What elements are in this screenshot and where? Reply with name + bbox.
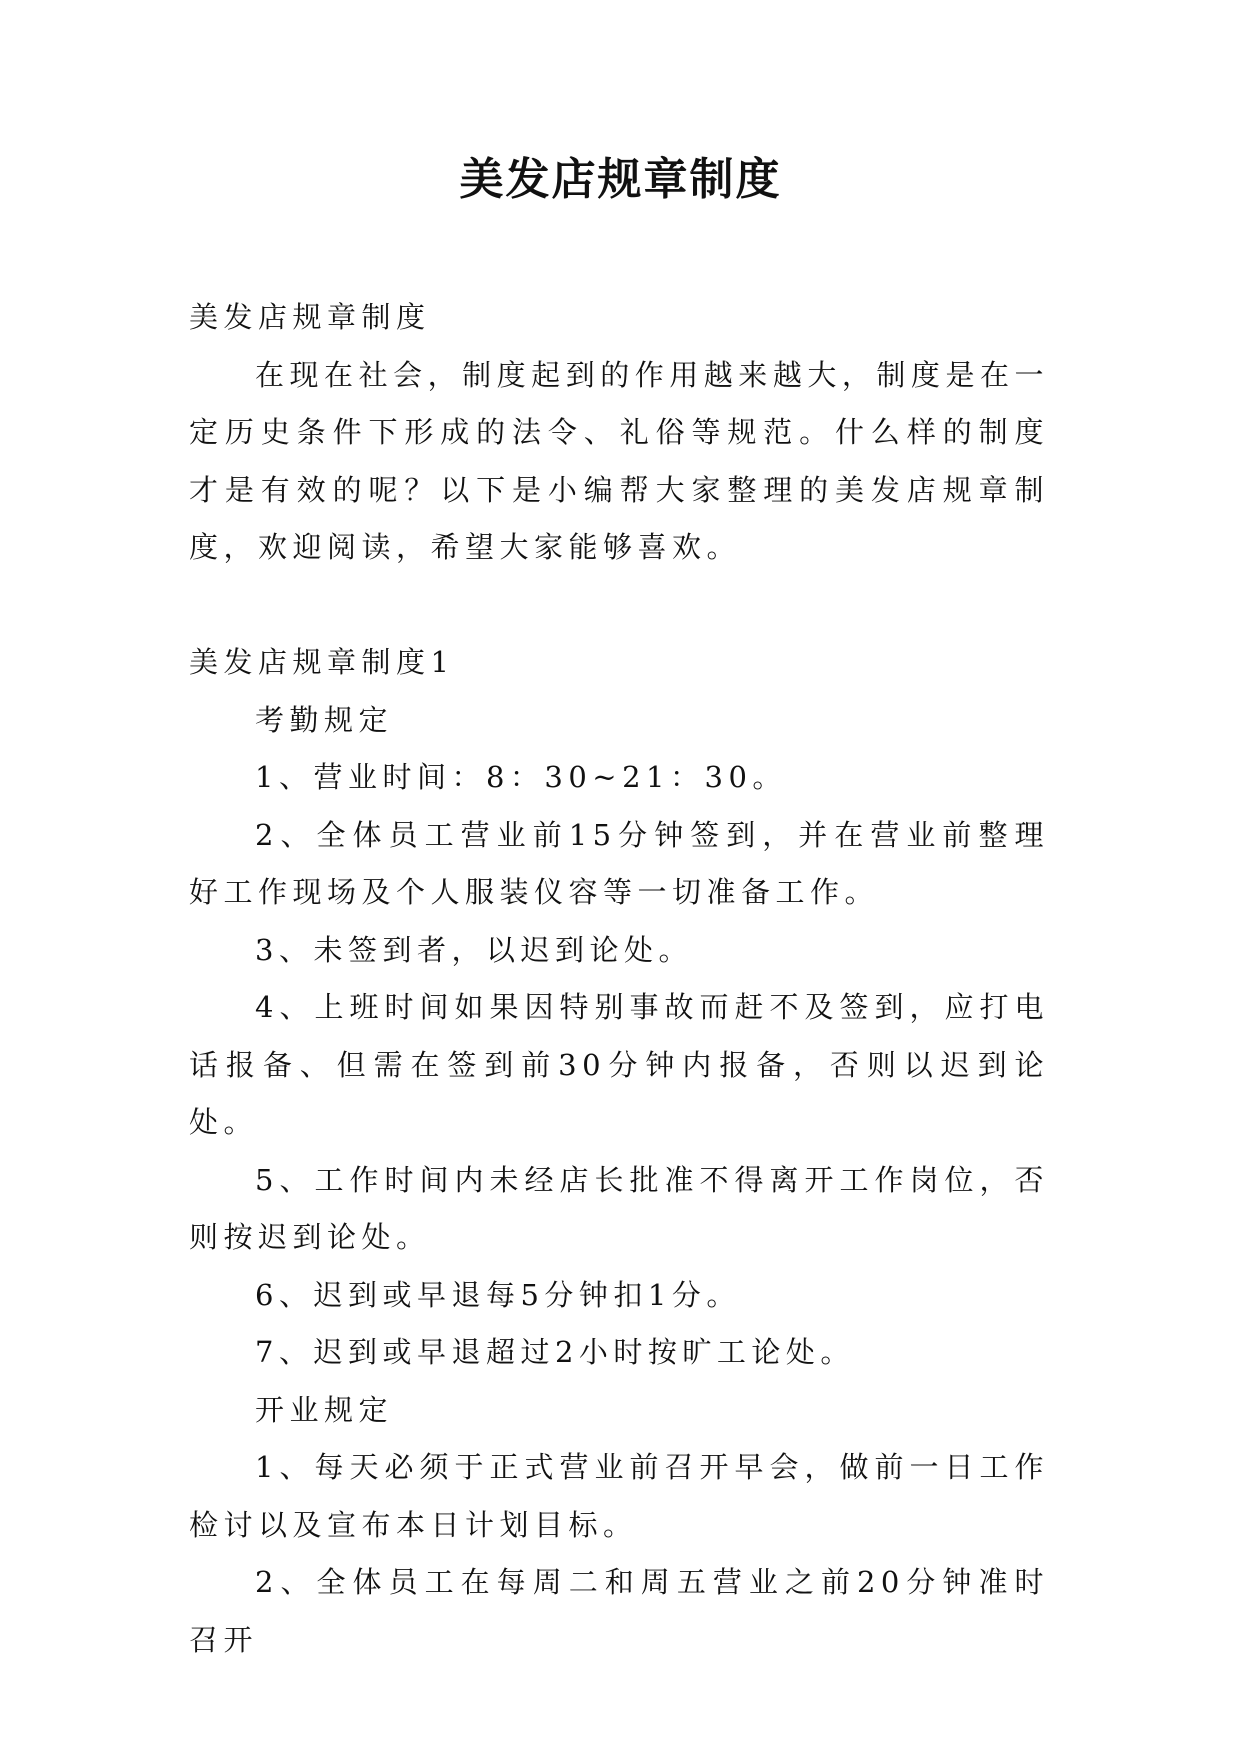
intro-paragraph: 在现在社会，制度起到的作用越来越大，制度是在一定历史条件下形成的法令、礼俗等规范。什么样的制度才是有效的呢？以下是小编帮大家整理的美发店规章制度，欢迎阅读，希望大家能够喜欢。 bbox=[189, 357, 1049, 564]
attendance-item: 5、工作时间内未经店长批准不得离开工作岗位，否则按迟到论处。 bbox=[189, 1162, 1049, 1254]
attendance-item: 6、迟到或早退每5分钟扣1分。 bbox=[255, 1277, 741, 1312]
document-body bbox=[189, 289, 1049, 1669]
section-heading: 美发店规章制度1 bbox=[189, 645, 455, 679]
attendance-item: 2、全体员工营业前15分钟签到，并在营业前整理好工作现场及个人服装仪容等一切准备工作。 bbox=[189, 817, 1049, 909]
attendance-item: 1、营业时间：8：30~21：30。 bbox=[255, 760, 787, 794]
opening-heading: 开业规定 bbox=[255, 1392, 394, 1427]
document-title: 美发店规章制度 bbox=[459, 154, 782, 205]
attendance-heading: 考勤规定 bbox=[255, 702, 394, 737]
opening-item: 1、每天必须于正式营业前召开早会，做前一日工作检讨以及宣布本日计划目标。 bbox=[189, 1450, 1049, 1542]
opening-item: 2、全体员工在每周二和周五营业之前20分钟准时召开 bbox=[189, 1565, 1049, 1657]
attendance-item: 7、迟到或早退超过2小时按旷工论处。 bbox=[255, 1335, 855, 1369]
attendance-item: 3、未签到者，以迟到论处。 bbox=[255, 932, 693, 967]
intro-heading: 美发店规章制度 bbox=[189, 300, 431, 334]
paragraph-spacer bbox=[189, 577, 1049, 635]
attendance-item: 4、上班时间如果因特别事故而赶不及签到，应打电话报备、但需在签到前30分钟内报备，否则以迟到论处。 bbox=[189, 990, 1049, 1139]
